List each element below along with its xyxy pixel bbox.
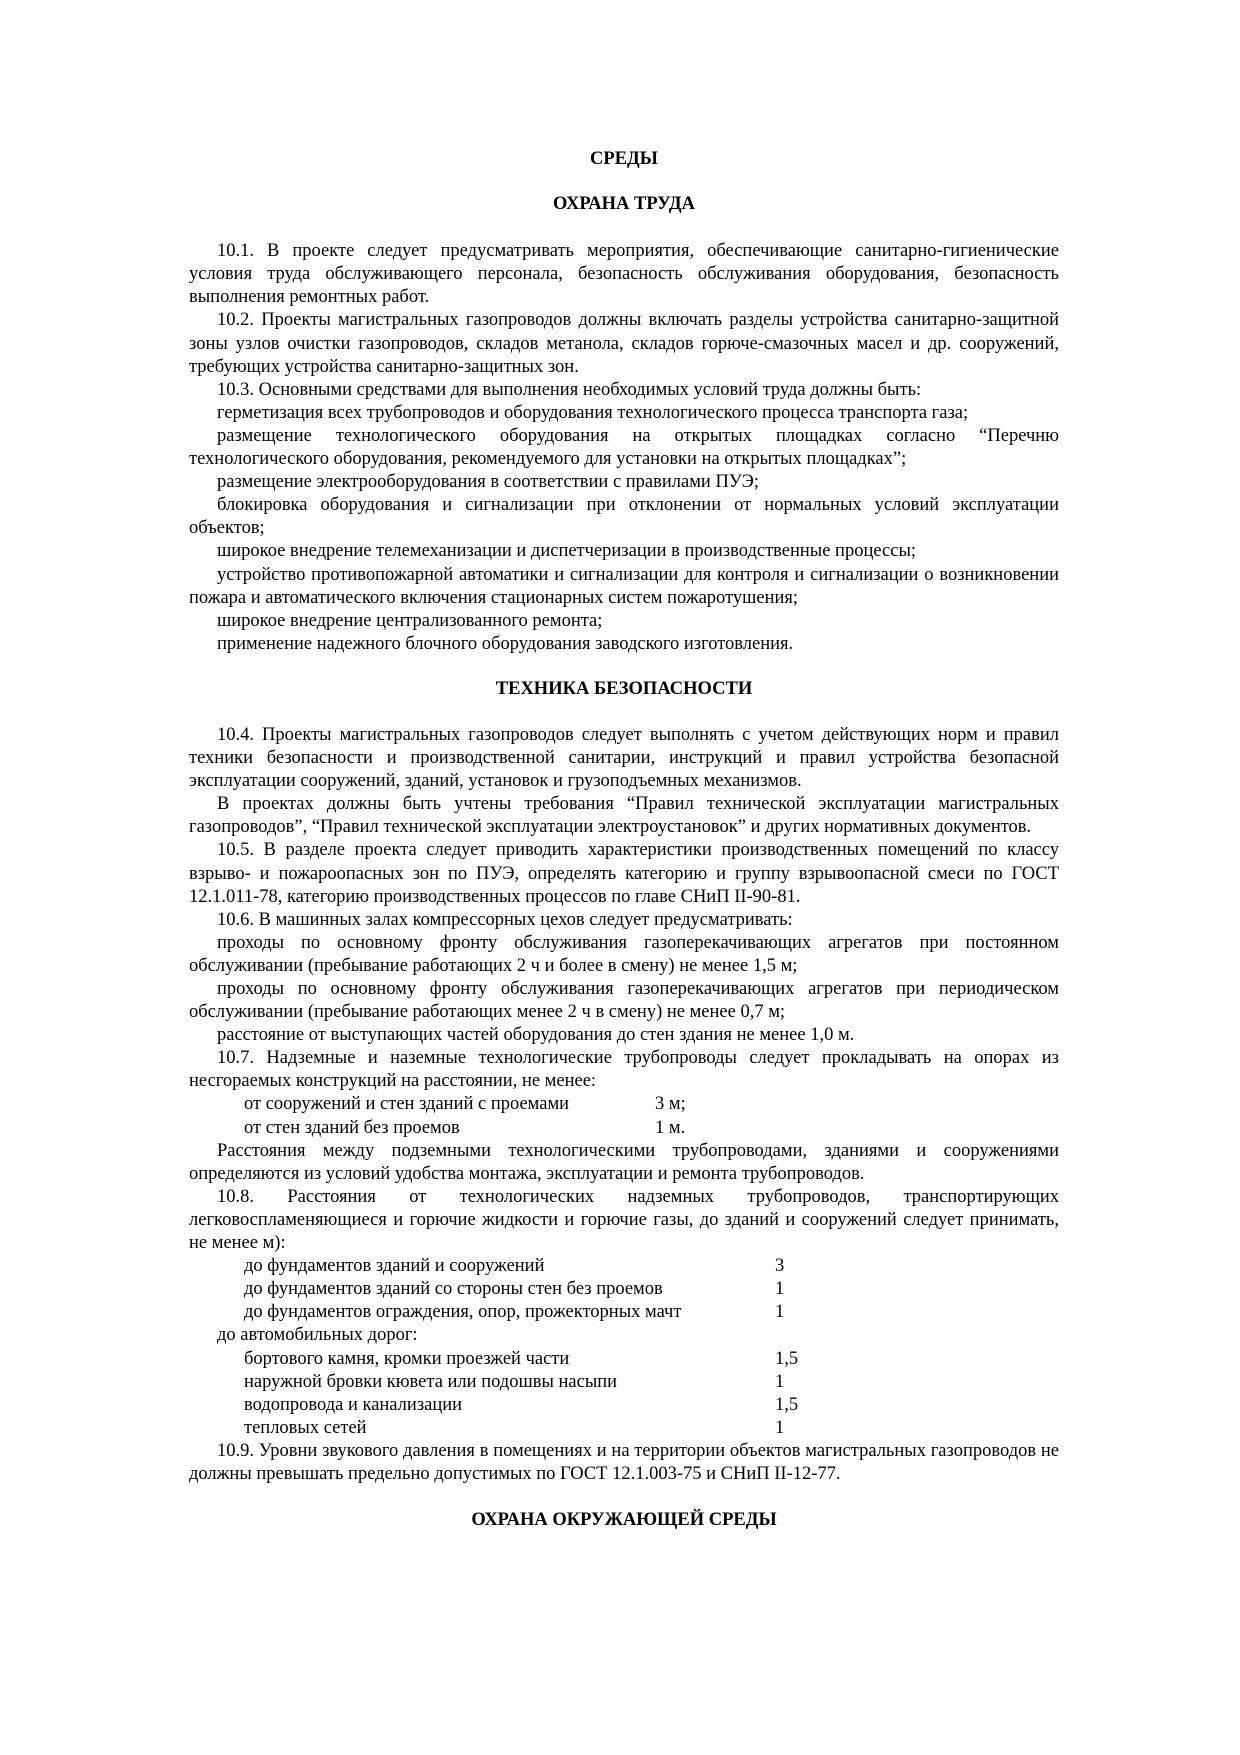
distance-value: 1 bbox=[775, 1417, 785, 1438]
heading-environment: ОХРАНА ОКРУЖАЮЩЕЙ СРЕДЫ bbox=[471, 1510, 777, 1531]
distance-value: 1,5 bbox=[775, 1394, 799, 1415]
list-item: размещение электрооборудования в соответствии с правилами ПУЭ; bbox=[217, 472, 760, 493]
distance-label: от стен зданий без проемов bbox=[244, 1117, 460, 1138]
paragraph-10-7: 10.7. Надземные и наземные технологические трубопроводы следует прокладывать на опорах из несгораемых конструкций на расстоянии, не менее: bbox=[189, 1048, 1059, 1092]
distance-row bbox=[189, 1371, 1059, 1394]
list-item: широкое внедрение телемеханизации и диспетчеризации в производственные процессы; bbox=[217, 541, 917, 562]
heading-labor-protection: ОХРАНА ТРУДА bbox=[553, 194, 695, 215]
distance-label: бортового камня, кромки проезжей части bbox=[244, 1348, 570, 1369]
paragraph-10-2: 10.2. Проекты магистральных газопроводов должны включать разделы устройства санитарно-защитной зоны узлов очистки газопроводов, складов метанола, складов горюче-смазочных масел и др. сооружений, требующих устройства санитарно-защитных зон. bbox=[189, 310, 1059, 377]
paragraph-10-9: 10.9. Уровни звукового давления в помещениях и на территории объектов магистральных газопроводов не должны превышать предельно допустимых по ГОСТ 12.1.003-75 и СНиП II-12-77. bbox=[189, 1440, 1059, 1484]
distance-value: 1 bbox=[775, 1302, 785, 1323]
distance-value: 1,5 bbox=[775, 1348, 799, 1369]
heading-safety: ТЕХНИКА БЕЗОПАСНОСТИ bbox=[495, 678, 753, 699]
distance-value: 1 м. bbox=[655, 1117, 686, 1138]
list-item: применение надежного блочного оборудования заводского изготовления. bbox=[217, 633, 794, 654]
distance-value: 3 м; bbox=[655, 1094, 686, 1115]
distance-value: 1 bbox=[775, 1371, 785, 1392]
distance-label: тепловых сетей bbox=[244, 1417, 367, 1438]
list-item: проходы по основному фронту обслуживания газоперекачивающих агрегатов при периодическом обслуживании (пребывание работающих менее 2 ч в смену) не менее 0,7 м; bbox=[189, 979, 1059, 1023]
heading-top: СРЕДЫ bbox=[590, 149, 658, 169]
list-item: блокировка оборудования и сигнализации при отклонении от нормальных условий эксплуатации объектов; bbox=[189, 495, 1059, 539]
document-page bbox=[189, 148, 1059, 1532]
distance-row bbox=[189, 1348, 1059, 1371]
distance-row bbox=[189, 1117, 1059, 1140]
distance-row bbox=[189, 1301, 1059, 1324]
roads-label: до автомобильных дорог: bbox=[217, 1325, 418, 1346]
distance-label: водопровода и канализации bbox=[244, 1394, 463, 1415]
paragraph-10-5: 10.5. В разделе проекта следует приводить характеристики производственных помещений по классу взрыво- и пожароопасных зон по ПУЭ, определять категорию и группу взрывоопасной смеси по ГОСТ 12.1.011-78, категорию производственных процессов по главе СНиП II-90-81. bbox=[189, 840, 1059, 907]
list-item: проходы по основному фронту обслуживания газоперекачивающих агрегатов при постоянном обслуживании (пребывание работающих 2 ч и более в смену) не менее 1,5 м; bbox=[189, 932, 1059, 976]
distance-row bbox=[189, 1093, 1059, 1116]
distance-label: от сооружений и стен зданий с проемами bbox=[244, 1094, 570, 1115]
paragraph-10-6: 10.6. В машинных залах компрессорных цехов следует предусматривать: bbox=[217, 909, 793, 930]
list-item: широкое внедрение централизованного ремонта; bbox=[217, 610, 603, 631]
list-item: устройство противопожарной автоматики и сигнализации для контроля и сигнализации о возникновении пожара и автоматического включения стационарных систем пожаротушения; bbox=[189, 564, 1059, 608]
distance-value: 3 bbox=[775, 1256, 785, 1277]
list-item: расстояние от выступающих частей оборудования до стен здания не менее 1,0 м. bbox=[217, 1025, 855, 1046]
distance-row bbox=[189, 1278, 1059, 1301]
distance-label: до фундаментов ограждения, опор, прожекторных мачт bbox=[244, 1302, 682, 1323]
distance-row bbox=[189, 1394, 1059, 1417]
distance-row bbox=[189, 1417, 1059, 1440]
distance-value: 1 bbox=[775, 1279, 785, 1300]
paragraph-10-3: 10.3. Основными средствами для выполнения необходимых условий труда должны быть: bbox=[217, 379, 922, 400]
paragraph: В проектах должны быть учтены требования “Правил технической эксплуатации магистральных газопроводов”, “Правил технической эксплуатации электроустановок” и других нормативных документов. bbox=[189, 794, 1059, 838]
list-item: герметизация всех трубопроводов и оборудования технологического процесса транспорта газа; bbox=[217, 402, 969, 423]
distance-row bbox=[189, 1255, 1059, 1278]
distance-label: до фундаментов зданий со стороны стен без проемов bbox=[244, 1279, 663, 1300]
distance-label: до фундаментов зданий и сооружений bbox=[244, 1256, 545, 1277]
distance-label: наружной бровки кювета или подошвы насыпи bbox=[244, 1371, 618, 1392]
paragraph: Расстояния между подземными технологическими трубопроводами, зданиями и сооружениями определяются из условий удобства монтажа, эксплуатации и ремонта трубопроводов. bbox=[189, 1140, 1059, 1184]
paragraph-10-4: 10.4. Проекты магистральных газопроводов следует выполнять с учетом действующих норм и правил техники безопасности и производственной санитарии, инструкций и правил устройства безопасной эксплуатации сооружений, зданий, установок и грузоподъемных механизмов. bbox=[189, 724, 1059, 792]
list-item: размещение технологического оборудования на открытых площадках согласно “Перечню технологического оборудования, рекомендуемого для установки на открытых площадках”; bbox=[189, 425, 1059, 470]
paragraph-10-1: 10.1. В проекте следует предусматривать мероприятия, обеспечивающие санитарно-гигиенические условия труда обслуживающего персонала, безопасность обслуживания оборудования, безопасность выполнения ремонтных работ. bbox=[189, 241, 1059, 308]
paragraph-10-8: 10.8. Расстояния от технологических надземных трубопроводов, транспортирующих легковоспламеняющиеся и горючие жидкости и горючие газы, до зданий и сооружений следует принимать, не менее м): bbox=[189, 1186, 1059, 1254]
